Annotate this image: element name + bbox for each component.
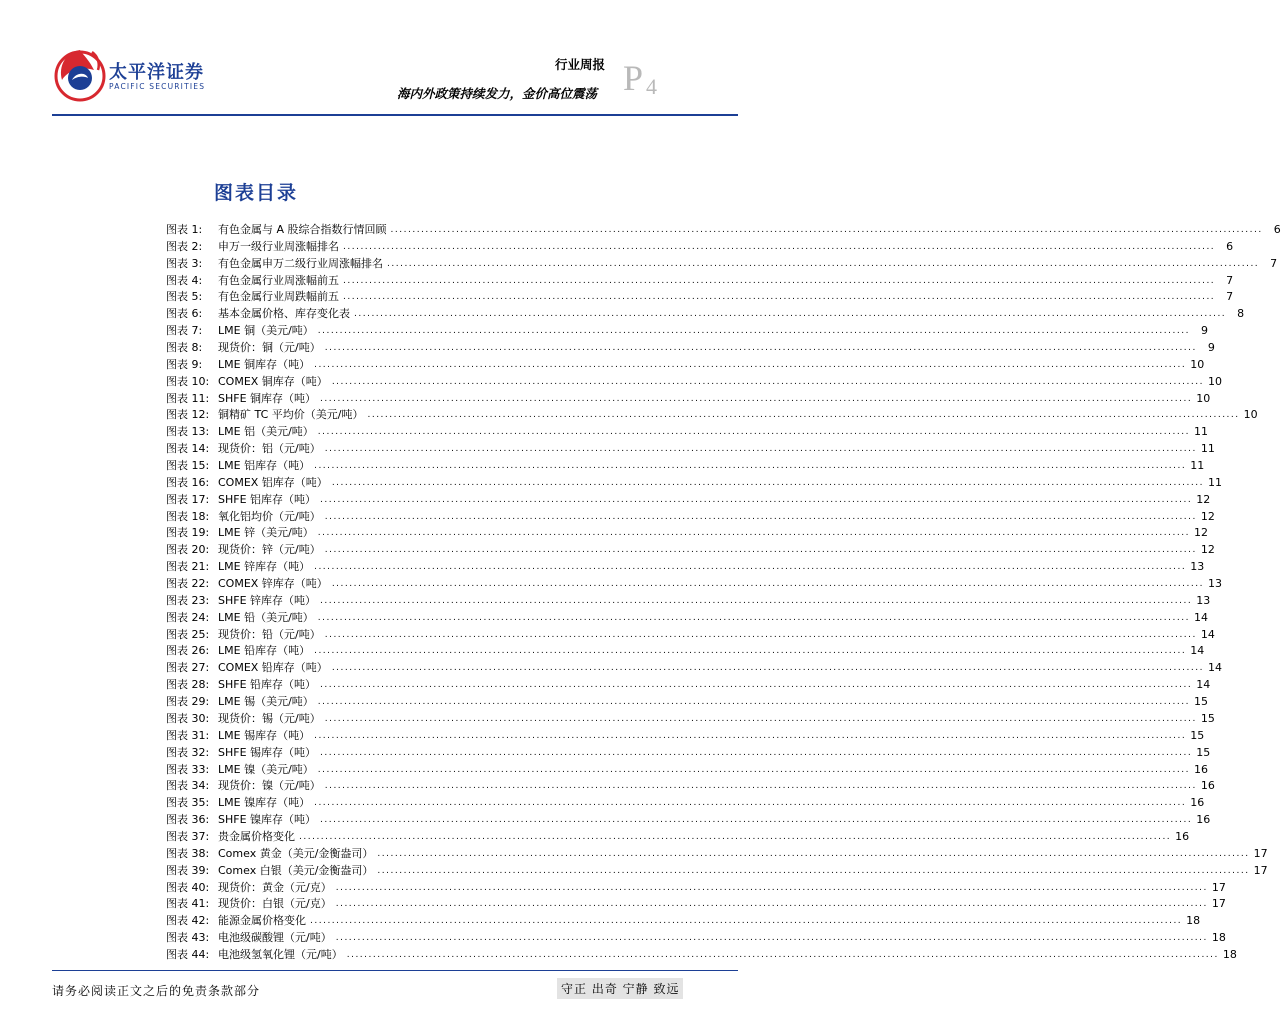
toc-item-leader: ........................................................................................................................................................................................................: [317, 427, 1190, 438]
toc-item-page: 6: [1273, 223, 1281, 236]
toc-item-page: 13: [1207, 577, 1222, 591]
toc-item-number: 图表 2:: [166, 239, 203, 253]
toc-item[interactable]: [166, 391, 1211, 408]
toc-item-page: 14: [1196, 678, 1211, 692]
toc-item-number: 图表 16:: [166, 475, 210, 489]
toc-item[interactable]: [166, 458, 1205, 475]
header-divider: [52, 114, 738, 116]
toc-item-leader: ........................................................................................................................................................................................................: [343, 241, 1216, 252]
toc-item-number: 图表 20:: [166, 543, 210, 557]
toc-item-title: 现货价：铜（元/吨）: [218, 341, 321, 355]
toc-item-title: 现货价：镍（元/吨）: [218, 779, 321, 793]
toc-item-leader: ........................................................................................................................................................................................................: [331, 376, 1204, 387]
toc-item-number: 图表 34:: [166, 779, 210, 793]
toc-item-title: SHFE 铜库存（吨）: [218, 391, 317, 405]
toc-item[interactable]: [166, 492, 1211, 509]
toc-item-title: LME 铜库存（吨）: [218, 357, 311, 371]
toc-item[interactable]: [166, 407, 1258, 424]
toc-item-leader: ........................................................................................................................................................................................................: [335, 882, 1208, 893]
toc-item-leader: ........................................................................................................................................................................................................: [331, 579, 1204, 590]
toc-item-leader: ........................................................................................................................................................................................................: [343, 275, 1216, 286]
toc-item-page: 14: [1207, 661, 1222, 675]
toc-item-number: 图表 19:: [166, 526, 210, 540]
toc-item-leader: ........................................................................................................................................................................................................: [343, 292, 1216, 303]
toc-item-number: 图表 5:: [166, 290, 203, 304]
toc-item[interactable]: [166, 576, 1222, 593]
toc-item-page: 15: [1190, 728, 1205, 742]
toc-item-number: 图表 22:: [166, 577, 210, 591]
toc-item-leader: ........................................................................................................................................................................................................: [317, 326, 1190, 337]
toc-item[interactable]: [166, 863, 1268, 880]
toc-item-leader: ........................................................................................................................................................................................................: [314, 798, 1187, 809]
toc-item-number: 图表 44:: [166, 947, 210, 961]
toc-item-leader: ........................................................................................................................................................................................................: [324, 545, 1197, 556]
toc-item-leader: ........................................................................................................................................................................................................: [314, 646, 1187, 657]
toc-item[interactable]: [166, 306, 1245, 323]
toc-item-number: 图表 8:: [166, 341, 203, 355]
toc-item-page: 14: [1200, 627, 1215, 641]
toc-item-leader: ........................................................................................................................................................................................................: [335, 899, 1208, 910]
toc-item-leader: ........................................................................................................................................................................................................: [324, 343, 1197, 354]
toc-item-number: 图表 15:: [166, 459, 210, 473]
toc-item-leader: ........................................................................................................................................................................................................: [317, 528, 1190, 539]
toc-item-page: 15: [1193, 695, 1208, 709]
toc-item-page: 14: [1190, 644, 1205, 658]
toc-item[interactable]: [166, 593, 1211, 610]
toc-item-number: 图表 43:: [166, 931, 210, 945]
toc-title: 图表目录: [214, 182, 299, 204]
toc-item[interactable]: [166, 239, 1234, 256]
report-type: 行业周报: [555, 57, 606, 72]
toc-item-title: SHFE 锡库存（吨）: [218, 745, 317, 759]
toc-item[interactable]: [166, 525, 1208, 542]
toc-item-page: 13: [1190, 560, 1205, 574]
toc-item-number: 图表 35:: [166, 796, 210, 810]
toc-item[interactable]: [166, 559, 1205, 576]
toc-item-page: 12: [1200, 543, 1215, 557]
toc-item-title: SHFE 镍库存（吨）: [218, 813, 317, 827]
toc-item-title: 现货价：铝（元/吨）: [218, 442, 321, 456]
toc-item-number: 图表 32:: [166, 745, 210, 759]
toc-item-leader: ........................................................................................................................................................................................................: [346, 949, 1219, 960]
toc-item[interactable]: [166, 660, 1222, 677]
toc-item-page: 8: [1237, 307, 1245, 321]
toc-item-title: LME 镍库存（吨）: [218, 796, 311, 810]
toc-item-leader: ........................................................................................................................................................................................................: [387, 258, 1260, 269]
toc-item-title: Comex 白银（美元/金衡盎司）: [218, 863, 374, 877]
toc-item-page: 16: [1193, 762, 1208, 776]
toc-item[interactable]: [166, 694, 1208, 711]
toc-item-leader: ........................................................................................................................................................................................................: [320, 747, 1193, 758]
toc-item-number: 图表 27:: [166, 661, 210, 675]
toc-item-number: 图表 31:: [166, 728, 210, 742]
toc-item-leader: ........................................................................................................................................................................................................: [317, 764, 1190, 775]
toc-item-number: 图表 42:: [166, 914, 210, 928]
toc-item-number: 图表 29:: [166, 695, 210, 709]
toc-item-number: 图表 10:: [166, 374, 210, 388]
toc-item[interactable]: [166, 913, 1201, 930]
toc-item-number: 图表 12:: [166, 408, 210, 422]
toc-item-leader: ........................................................................................................................................................................................................: [314, 562, 1187, 573]
logo-english-name: PACIFIC SECURITIES: [109, 82, 206, 91]
toc-item-title: SHFE 铅库存（吨）: [218, 678, 317, 692]
toc-item-page: 15: [1196, 745, 1211, 759]
toc-item-title: 贵金属价格变化: [218, 829, 295, 843]
toc-item-number: 图表 30:: [166, 711, 210, 725]
toc-item-title: 有色金属行业周跌幅前五: [218, 290, 339, 304]
toc-item-page: 6: [1226, 239, 1234, 253]
toc-item-title: 现货价：锡（元/吨）: [218, 711, 321, 725]
toc-item-number: 图表 40:: [166, 880, 210, 894]
toc-item[interactable]: [166, 711, 1215, 728]
toc-item-leader: ........................................................................................................................................................................................................: [310, 916, 1183, 927]
toc-item-page: 11: [1207, 475, 1222, 489]
toc-item-page: 17: [1253, 846, 1268, 860]
toc-item-leader: ........................................................................................................................................................................................................: [324, 629, 1197, 640]
toc-item-title: LME 锌（美元/吨）: [218, 526, 314, 540]
toc-item[interactable]: [166, 728, 1205, 745]
footer-divider: [52, 970, 738, 971]
toc-item-page: 17: [1211, 880, 1226, 894]
toc-item-number: 图表 33:: [166, 762, 210, 776]
toc-item-page: 9: [1207, 341, 1215, 355]
toc-item-page: 16: [1196, 813, 1211, 827]
toc-item-page: 12: [1200, 509, 1215, 523]
toc-item-leader: ........................................................................................................................................................................................................: [317, 612, 1190, 623]
toc-item[interactable]: [166, 509, 1215, 526]
toc-item[interactable]: [166, 778, 1215, 795]
toc-item-page: 11: [1190, 459, 1205, 473]
page-prefix: P: [623, 58, 644, 98]
toc-item[interactable]: [166, 880, 1226, 897]
toc-item-number: 图表 23:: [166, 593, 210, 607]
toc-item-title: 现货价：白银（元/克）: [218, 897, 332, 911]
toc-item-number: 图表 24:: [166, 610, 210, 624]
toc-item[interactable]: [166, 762, 1208, 779]
toc-item-title: Comex 黄金（美元/金衡盎司）: [218, 846, 374, 860]
toc-item-title: 现货价：铅（元/吨）: [218, 627, 321, 641]
toc-item-page: 11: [1193, 425, 1208, 439]
toc-item[interactable]: [166, 222, 1281, 239]
toc-item-number: 图表 1:: [166, 223, 203, 236]
toc-item-number: 图表 18:: [166, 509, 210, 523]
toc-item-title: 电池级碳酸锂（元/吨）: [218, 931, 332, 945]
toc-item-title: LME 铝库存（吨）: [218, 459, 311, 473]
toc-item-leader: ........................................................................................................................................................................................................: [299, 831, 1172, 842]
pacific-logo-icon: [52, 44, 104, 104]
company-logo: [52, 44, 224, 104]
toc-item[interactable]: [166, 795, 1205, 812]
toc-item-title: SHFE 锌库存（吨）: [218, 593, 317, 607]
report-subtitle: 海内外政策持续发力，金价高位震荡: [397, 86, 598, 101]
toc-item-title: 有色金属申万二级行业周涨幅排名: [218, 256, 383, 270]
toc-item-page: 12: [1193, 526, 1208, 540]
toc-item-leader: ........................................................................................................................................................................................................: [320, 680, 1193, 691]
toc-item-page: 10: [1243, 408, 1258, 422]
page-number: 4: [646, 74, 657, 99]
toc-item-page: 16: [1190, 796, 1205, 810]
toc-item-leader: ........................................................................................................................................................................................................: [314, 730, 1187, 741]
toc-item-number: 图表 21:: [166, 560, 210, 574]
toc-item-leader: ........................................................................................................................................................................................................: [320, 393, 1193, 404]
toc-item-number: 图表 7:: [166, 324, 203, 338]
toc-item-title: LME 铅库存（吨）: [218, 644, 311, 658]
toc-item-title: COMEX 锌库存（吨）: [218, 577, 328, 591]
toc-item-page: 18: [1211, 931, 1226, 945]
toc-item-number: 图表 11:: [166, 391, 210, 405]
toc-item-leader: ........................................................................................................................................................................................................: [390, 225, 1263, 235]
toc-item-title: 基本金属价格、库存变化表: [218, 307, 350, 321]
toc-item-title: 有色金属与 A 股综合指数行情回顾: [218, 223, 387, 236]
toc-item[interactable]: [166, 424, 1208, 441]
toc-item-page: 17: [1211, 897, 1226, 911]
toc-item-title: 有色金属行业周涨幅前五: [218, 273, 339, 287]
toc-item-number: 图表 25:: [166, 627, 210, 641]
toc-item-page: 17: [1253, 863, 1268, 877]
toc-item[interactable]: [166, 475, 1222, 492]
toc-item-leader: ........................................................................................................................................................................................................: [314, 461, 1187, 472]
toc-item-title: LME 锌库存（吨）: [218, 560, 311, 574]
toc-item-page: 9: [1200, 324, 1208, 338]
toc-item-page: 13: [1196, 593, 1211, 607]
toc-item-number: 图表 13:: [166, 425, 210, 439]
toc-item-leader: ........................................................................................................................................................................................................: [335, 933, 1208, 944]
toc-item[interactable]: [166, 947, 1237, 964]
toc-item-title: 铜精矿 TC 平均价（美元/吨）: [218, 408, 364, 422]
toc-item-number: 图表 17:: [166, 492, 210, 506]
toc-item-page: 7: [1226, 273, 1234, 287]
toc-item[interactable]: [166, 610, 1208, 627]
toc-item[interactable]: [166, 745, 1211, 762]
toc-item-leader: ........................................................................................................................................................................................................: [324, 781, 1197, 792]
toc-item-page: 12: [1196, 492, 1211, 506]
toc-item-page: 14: [1193, 610, 1208, 624]
toc-item[interactable]: [166, 812, 1211, 829]
toc-item-number: 图表 6:: [166, 307, 203, 321]
logo-chinese-name: 太平洋证券: [109, 62, 204, 83]
toc-item-title: LME 铝（美元/吨）: [218, 425, 314, 439]
toc-item-title: 电池级氢氧化锂（元/吨）: [218, 947, 343, 961]
toc-item-title: 氧化铝均价（元/吨）: [218, 509, 321, 523]
toc-item[interactable]: [166, 829, 1190, 846]
toc-item-page: 18: [1186, 914, 1201, 928]
toc-item-page: 16: [1175, 829, 1190, 843]
toc-item-title: 现货价：黄金（元/克）: [218, 880, 332, 894]
toc-item-number: 图表 38:: [166, 846, 210, 860]
toc-item-page: 10: [1196, 391, 1211, 405]
toc-item[interactable]: [166, 542, 1215, 559]
toc-item-page: 15: [1200, 711, 1215, 725]
toc-item-number: 图表 39:: [166, 863, 210, 877]
toc-item[interactable]: [166, 273, 1234, 290]
toc-item-leader: ........................................................................................................................................................................................................: [314, 359, 1187, 370]
toc-item[interactable]: [166, 677, 1211, 694]
toc-item-title: COMEX 铝库存（吨）: [218, 475, 328, 489]
toc-item-leader: ........................................................................................................................................................................................................: [324, 444, 1197, 455]
toc-item-number: 图表 41:: [166, 897, 210, 911]
toc-item-leader: ........................................................................................................................................................................................................: [367, 410, 1240, 421]
toc-item-title: LME 镍（美元/吨）: [218, 762, 314, 776]
toc-item[interactable]: [166, 930, 1226, 947]
toc-item-page: 7: [1270, 256, 1278, 270]
toc-item-title: LME 铜（美元/吨）: [218, 324, 314, 338]
toc-item-number: 图表 4:: [166, 273, 203, 287]
toc-item-title: LME 锡（美元/吨）: [218, 695, 314, 709]
toc-item-title: 能源金属价格变化: [218, 914, 306, 928]
footer-motto: 守正 出奇 宁静 致远: [557, 978, 683, 999]
toc-item-number: 图表 26:: [166, 644, 210, 658]
toc-item-number: 图表 37:: [166, 829, 210, 843]
toc-item[interactable]: [166, 627, 1215, 644]
toc-item[interactable]: [166, 289, 1234, 306]
toc-item[interactable]: [166, 846, 1268, 863]
toc-item-page: 10: [1190, 357, 1205, 371]
toc-item-number: 图表 28:: [166, 678, 210, 692]
toc-list: [166, 222, 1281, 964]
toc-item-page: 10: [1207, 374, 1222, 388]
toc-item[interactable]: [166, 256, 1278, 273]
toc-item[interactable]: [166, 441, 1215, 458]
toc-item[interactable]: [166, 340, 1215, 357]
toc-item-number: 图表 14:: [166, 442, 210, 456]
toc-item-number: 图表 36:: [166, 813, 210, 827]
toc-item-leader: ........................................................................................................................................................................................................: [324, 511, 1197, 522]
toc-item-title: 申万一级行业周涨幅排名: [218, 239, 339, 253]
toc-item-leader: ........................................................................................................................................................................................................: [377, 848, 1250, 859]
toc-item-title: 现货价：锌（元/吨）: [218, 543, 321, 557]
toc-item-page: 18: [1222, 947, 1237, 961]
toc-item[interactable]: [166, 357, 1205, 374]
toc-item-leader: ........................................................................................................................................................................................................: [324, 713, 1197, 724]
toc-item-number: 图表 3:: [166, 256, 203, 270]
toc-item-leader: ........................................................................................................................................................................................................: [320, 815, 1193, 826]
toc-item[interactable]: [166, 374, 1222, 391]
toc-item-leader: ........................................................................................................................................................................................................: [317, 697, 1190, 708]
toc-item-title: LME 锡库存（吨）: [218, 728, 311, 742]
toc-item-page: 16: [1200, 779, 1215, 793]
toc-item-leader: ........................................................................................................................................................................................................: [331, 663, 1204, 674]
toc-item[interactable]: [166, 643, 1205, 660]
toc-item-number: 图表 9:: [166, 357, 203, 371]
footer-disclaimer: 请务必阅读正文之后的免责条款部分: [52, 984, 261, 998]
toc-item-title: SHFE 铝库存（吨）: [218, 492, 317, 506]
toc-item-title: LME 铅（美元/吨）: [218, 610, 314, 624]
toc-item-leader: ........................................................................................................................................................................................................: [320, 595, 1193, 606]
toc-item-leader: ........................................................................................................................................................................................................: [320, 494, 1193, 505]
toc-item[interactable]: [166, 896, 1226, 913]
toc-item-title: COMEX 铜库存（吨）: [218, 374, 328, 388]
toc-item[interactable]: [166, 323, 1208, 340]
toc-item-title: COMEX 铅库存（吨）: [218, 661, 328, 675]
toc-item-leader: ........................................................................................................................................................................................................: [331, 477, 1204, 488]
toc-item-leader: ........................................................................................................................................................................................................: [377, 865, 1250, 876]
toc-item-page: 7: [1226, 290, 1234, 304]
toc-item-leader: ........................................................................................................................................................................................................: [354, 309, 1227, 320]
toc-item-page: 11: [1200, 442, 1215, 456]
